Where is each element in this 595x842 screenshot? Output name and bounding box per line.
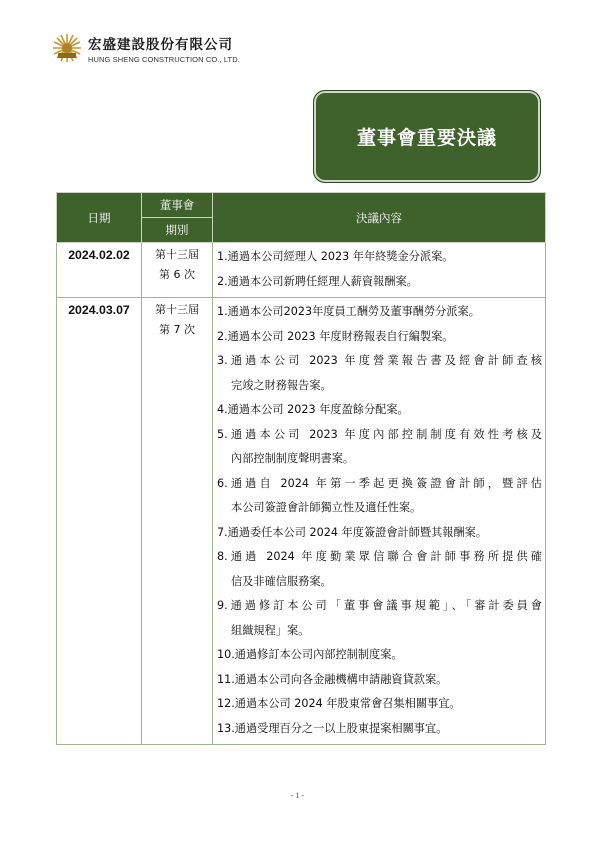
table-row xyxy=(57,243,546,298)
resolution-text-continued: 內部控制制度聲明書案。 xyxy=(231,452,355,465)
board-meeting-number: 第 7 次 xyxy=(159,323,195,336)
board-session xyxy=(142,298,213,745)
header-board: 董事會 xyxy=(142,193,213,218)
resolution-item xyxy=(217,668,545,693)
resolution-item xyxy=(217,270,545,295)
header-period: 期別 xyxy=(142,218,213,243)
resolution-item xyxy=(217,325,545,350)
resolution-text: 2.通過本公司新聘任經理人薪資報酬案。 xyxy=(217,274,418,288)
resolution-text: 5.通過本公司 2023 年度內部控制制度有效性考核及 xyxy=(217,427,542,441)
resolution-item xyxy=(217,521,545,546)
resolutions-table xyxy=(56,192,546,745)
title-banner xyxy=(313,90,541,183)
resolution-text: 8.通過 2024 年度勤業眾信聯合會計師事務所提供確 xyxy=(217,550,542,563)
resolution-item xyxy=(217,423,545,472)
resolution-text-continued: 本公司簽證會計師獨立性及適任性案。 xyxy=(231,501,422,514)
page-title: 董事會重要決議 xyxy=(356,127,497,149)
resolution-item xyxy=(217,349,545,398)
company-logo-icon xyxy=(50,31,84,65)
table-row xyxy=(57,298,546,745)
company-name-chinese: 宏盛建設股份有限公司 xyxy=(88,37,233,53)
resolution-item xyxy=(217,300,545,325)
resolution-item xyxy=(217,472,545,521)
resolution-text: 10.通過修訂本公司內部控制制度案。 xyxy=(217,648,403,661)
resolution-text: 3.通過本公司 2023 年度營業報告書及經會計師查核 xyxy=(217,354,542,367)
resolution-text: 4.通過本公司 2023 年度盈餘分配案。 xyxy=(217,403,409,416)
resolution-item xyxy=(217,545,545,594)
resolution-list xyxy=(213,298,546,745)
board-term: 第十三屆 xyxy=(155,248,199,261)
resolution-text-continued: 組織規程」案。 xyxy=(231,623,310,637)
resolution-date: 2024.02.02 xyxy=(57,243,142,298)
resolution-text: 12.通過本公司 2024 年股東常會召集相關事宜。 xyxy=(217,697,461,710)
resolution-text-continued: 完竣之財務報告案。 xyxy=(231,378,332,392)
resolution-list xyxy=(213,243,546,298)
resolution-text: 11.通過本公司向各金融機構申請融資貸款案。 xyxy=(217,672,448,686)
resolution-text-continued: 信及非確信服務案。 xyxy=(231,574,332,588)
resolution-date: 2024.03.07 xyxy=(57,298,142,745)
resolution-item xyxy=(217,692,545,717)
board-meeting-number: 第 6 次 xyxy=(159,268,195,281)
resolution-item xyxy=(217,717,545,742)
header-date: 日期 xyxy=(57,193,142,243)
board-term: 第十三屆 xyxy=(155,303,199,316)
board-session xyxy=(142,243,213,298)
resolution-text: 1.通過本公司2023年度員工酬勞及董事酬勞分派案。 xyxy=(217,305,480,318)
page-number: - 1 - xyxy=(290,791,305,800)
company-name-english: HUNG SHENG CONSTRUCTION CO., LTD. xyxy=(88,55,240,64)
header-content: 決議內容 xyxy=(213,193,546,243)
resolution-text: 9.通過修訂本公司「董事會議事規範」、「審計委員會 xyxy=(217,599,542,612)
resolution-item xyxy=(217,594,545,643)
resolution-text: 2.通過本公司 2023 年度財務報表自行編製案。 xyxy=(217,329,454,343)
resolution-item xyxy=(217,643,545,668)
resolution-text: 7.通過委任本公司 2024 年度簽證會計師暨其報酬案。 xyxy=(217,525,488,539)
resolution-text: 13.通過受理百分之一以上股東提案相關事宜。 xyxy=(217,721,448,735)
resolution-text: 6.通過自 2024 年第一季起更換簽證會計師，暨評估 xyxy=(217,476,542,490)
resolution-text: 1.通過本公司經理人 2023 年年終獎金分派案。 xyxy=(217,250,454,263)
resolution-item xyxy=(217,398,545,423)
resolution-item xyxy=(217,245,545,270)
